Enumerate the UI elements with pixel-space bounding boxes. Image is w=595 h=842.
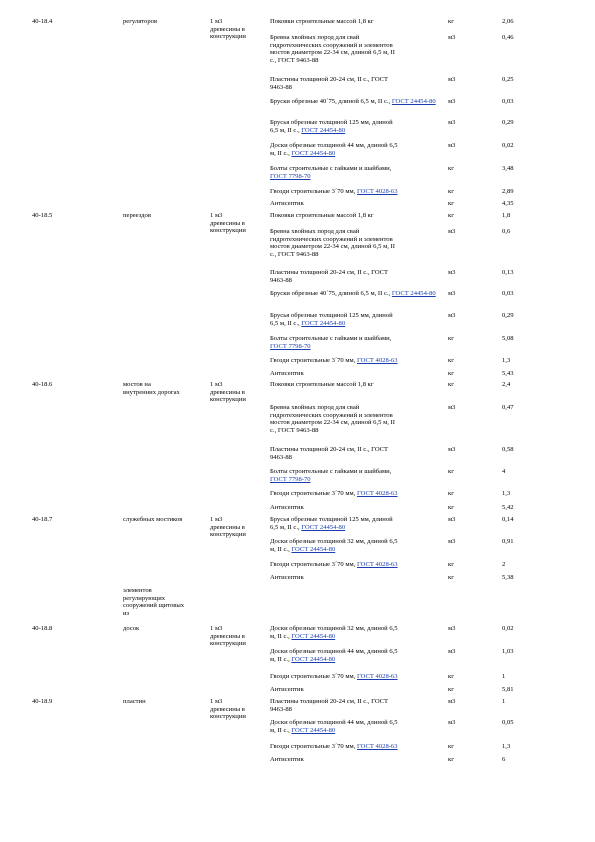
resource-quantity: 0,14 xyxy=(502,516,514,523)
resource-description xyxy=(270,119,448,134)
gost-link[interactable]: ГОСТ 24454-80 xyxy=(301,319,346,327)
resource-unit: кг xyxy=(448,468,454,475)
resource-unit: кг xyxy=(448,381,454,388)
resource-unit: кг xyxy=(448,200,454,207)
gost-link[interactable]: ГОСТ 7798-70 xyxy=(270,475,311,483)
resource-description xyxy=(270,165,448,180)
resource-description xyxy=(270,290,448,298)
gost-link[interactable]: ГОСТ 4028-63 xyxy=(356,561,398,568)
norm-code: 40-18.4 xyxy=(32,18,53,25)
resource-quantity: 4 xyxy=(502,468,506,475)
resource-quantity: 0,6 xyxy=(502,228,511,235)
resource-unit: м3 xyxy=(448,269,456,276)
resource-text: Бревна хвойных пород для свай гидротехнических сооружений и элементов мостов диаметром 22-34 см, длиной 6,5 м, II с., ГОСТ 9463-88 xyxy=(270,34,395,65)
norm-code: 40-18.9 xyxy=(32,698,53,705)
resource-unit: м3 xyxy=(448,98,456,105)
resource-description xyxy=(270,538,448,553)
work-name: переездов xyxy=(123,212,151,219)
resource-text: Болты строительные с гайками и шайбами, xyxy=(270,468,392,475)
resource-description xyxy=(270,468,448,483)
resource-unit: кг xyxy=(448,370,454,377)
resource-quantity: 1,8 xyxy=(502,212,511,219)
resource-description xyxy=(270,357,448,365)
resource-unit: м3 xyxy=(448,290,456,297)
resource-unit: кг xyxy=(448,561,454,568)
resource-text: Бревна хвойных пород для свай гидротехнических сооружений и элементов мостов диаметром 22-34 см, длиной 6,5 м, II с., ГОСТ 9463-88 xyxy=(270,228,395,259)
resource-quantity: 5,43 xyxy=(502,370,514,377)
work-name: элементов регулирующих сооружений щитовых из xyxy=(123,587,185,618)
resource-unit: м3 xyxy=(448,34,456,41)
resource-unit: кг xyxy=(448,335,454,342)
gost-link[interactable]: ГОСТ 4028-63 xyxy=(356,357,398,364)
norm-code: 40-18.8 xyxy=(32,625,53,632)
resource-text: Пластины толщиной 20-24 см, II с., ГОСТ 9463-88 xyxy=(270,76,389,91)
resource-unit: м3 xyxy=(448,446,456,453)
resource-description xyxy=(270,648,448,663)
work-name: мостов на внутренних дорогах xyxy=(123,381,180,396)
gost-link[interactable]: ГОСТ 4028-63 xyxy=(356,743,398,750)
resource-text: Гвозди строительные 3´70 мм, xyxy=(270,743,356,750)
resource-description xyxy=(270,516,448,531)
resource-unit: м3 xyxy=(448,119,456,126)
resource-description xyxy=(270,18,448,26)
resource-quantity: 1 xyxy=(502,698,506,705)
resource-quantity: 0,91 xyxy=(502,538,514,545)
resource-text: Антисептик xyxy=(270,504,304,511)
resource-text: Антисептик xyxy=(270,686,304,693)
resource-description xyxy=(270,335,448,350)
resource-text: Брусья обрезные толщиной 125 мм, длиной 6,5 м, II с., xyxy=(270,312,393,327)
resource-description xyxy=(270,370,448,378)
resource-text: Доски обрезные толщиной 44 мм, длиной 6,5 м, II с., xyxy=(270,142,398,157)
measure-unit: 1 м3 древесины в конструкции xyxy=(210,381,246,404)
resource-description xyxy=(270,381,448,389)
gost-link[interactable]: ГОСТ 4028-63 xyxy=(356,673,398,680)
resource-quantity: 1,3 xyxy=(502,743,511,750)
work-name: пластин xyxy=(123,698,146,705)
resource-quantity: 3,48 xyxy=(502,165,514,172)
resource-description xyxy=(270,228,448,259)
resource-text: Пластины толщиной 20-24 см, II с., ГОСТ 9463-88 xyxy=(270,269,389,284)
resource-unit: м3 xyxy=(448,228,456,235)
resource-unit: кг xyxy=(448,686,454,693)
resource-text: Гвозди строительные 3´70 мм, xyxy=(270,357,356,364)
resource-unit: м3 xyxy=(448,312,456,319)
resource-quantity: 5,08 xyxy=(502,335,514,342)
resource-quantity: 2,89 xyxy=(502,188,514,195)
resource-description xyxy=(270,34,448,65)
resource-description xyxy=(270,743,448,751)
norm-code: 40-18.6 xyxy=(32,381,53,388)
resource-text: Брусья обрезные толщиной 125 мм, длиной 6,5 м, II с., xyxy=(270,516,393,531)
resource-unit: кг xyxy=(448,212,454,219)
measure-unit: 1 м3 древесины в конструкции xyxy=(210,212,246,235)
resource-text: Поковки строительные массой 1,8 кг xyxy=(270,18,374,25)
resource-description xyxy=(270,312,448,327)
resource-description xyxy=(270,212,448,220)
gost-link[interactable]: ГОСТ 24454-80 xyxy=(291,545,336,553)
gost-link[interactable]: ГОСТ 24454-80 xyxy=(291,726,336,734)
resource-quantity: 0,05 xyxy=(502,719,514,726)
resource-quantity: 1,3 xyxy=(502,357,511,364)
resource-unit: м3 xyxy=(448,625,456,632)
resource-quantity: 0,03 xyxy=(502,98,514,105)
resource-description xyxy=(270,625,448,640)
resource-text: Болты строительные с гайками и шайбами, xyxy=(270,335,392,342)
resource-unit: м3 xyxy=(448,142,456,149)
resource-description xyxy=(270,404,448,435)
resource-quantity: 5,81 xyxy=(502,686,514,693)
resource-description xyxy=(270,504,448,512)
resource-quantity: 1 xyxy=(502,673,506,680)
gost-link[interactable]: ГОСТ 24454-80 xyxy=(301,126,346,134)
resource-text: Гвозди строительные 3´70 мм, xyxy=(270,673,356,680)
work-name: досок xyxy=(123,625,140,632)
resource-unit: кг xyxy=(448,673,454,680)
resource-text: Бруски обрезные 40´75, длиной 6,5 м, II с., xyxy=(270,290,391,297)
measure-unit: 1 м3 древесины в конструкции xyxy=(210,625,246,648)
resource-text: Доски обрезные толщиной 32 мм, длиной 6,5 м, II с., xyxy=(270,625,398,640)
resource-description xyxy=(270,76,448,91)
resource-description xyxy=(270,686,448,694)
norm-code: 40-18.7 xyxy=(32,516,53,523)
gost-link[interactable]: ГОСТ 24454-80 xyxy=(291,149,336,157)
resource-description xyxy=(270,142,448,157)
resource-description xyxy=(270,719,448,734)
gost-link[interactable]: ГОСТ 4028-63 xyxy=(356,188,398,195)
gost-link[interactable]: ГОСТ 24454-80 xyxy=(291,655,336,663)
resource-quantity: 4,35 xyxy=(502,200,514,207)
resource-quantity: 0,03 xyxy=(502,290,514,297)
resource-description xyxy=(270,673,448,681)
resource-description xyxy=(270,756,448,764)
resource-text: Антисептик xyxy=(270,574,304,581)
resource-unit: м3 xyxy=(448,404,456,411)
resource-text: Гвозди строительные 3´70 мм, xyxy=(270,188,356,195)
resource-quantity: 5,38 xyxy=(502,574,514,581)
resource-quantity: 0,02 xyxy=(502,625,514,632)
resource-quantity: 1,03 xyxy=(502,648,514,655)
gost-link[interactable]: ГОСТ 7798-70 xyxy=(270,342,311,350)
norm-code: 40-18.5 xyxy=(32,212,53,219)
resource-quantity: 0,29 xyxy=(502,312,514,319)
resource-text: Доски обрезные толщиной 32 мм, длиной 6,5 м, II с., xyxy=(270,538,398,553)
resource-quantity: 1,3 xyxy=(502,490,511,497)
resource-text: Гвозди строительные 3´70 мм, xyxy=(270,561,356,568)
measure-unit: 1 м3 древесины в конструкции xyxy=(210,18,246,41)
resource-text: Антисептик xyxy=(270,200,304,207)
resource-unit: кг xyxy=(448,756,454,763)
resource-unit: м3 xyxy=(448,648,456,655)
gost-link[interactable]: ГОСТ 24454-80 xyxy=(301,523,346,531)
resource-quantity: 5,42 xyxy=(502,504,514,511)
resource-unit: м3 xyxy=(448,538,456,545)
resource-description xyxy=(270,446,448,461)
measure-unit: 1 м3 древесины в конструкции xyxy=(210,698,246,721)
resource-text: Поковки строительные массой 1,8 кг xyxy=(270,212,374,219)
resource-text: Антисептик xyxy=(270,756,304,763)
resource-unit: м3 xyxy=(448,76,456,83)
work-name: служебных мостиков xyxy=(123,516,183,523)
resource-unit: кг xyxy=(448,490,454,497)
resource-quantity: 0,25 xyxy=(502,76,514,83)
resource-text: Бруски обрезные 40´75, длиной 6,5 м, II с., xyxy=(270,98,391,105)
resource-text: Поковки строительные массой 1,8 кг xyxy=(270,381,374,388)
resource-text: Брусья обрезные толщиной 125 мм, длиной 6,5 м, II с., xyxy=(270,119,393,134)
resource-description xyxy=(270,698,448,713)
resource-text: Пластины толщиной 20-24 см, II с., ГОСТ 9463-88 xyxy=(270,698,389,713)
resource-description xyxy=(270,574,448,582)
resource-unit: кг xyxy=(448,574,454,581)
resource-quantity: 0,29 xyxy=(502,119,514,126)
resource-text: Бревна хвойных пород для свай гидротехнических сооружений и элементов мостов диаметром 22-34 см, длиной 6,5 м, II с., ГОСТ 9463-88 xyxy=(270,404,395,435)
resource-text: Антисептик xyxy=(270,370,304,377)
resource-description xyxy=(270,269,448,284)
resource-quantity: 2,4 xyxy=(502,381,511,388)
resource-unit: кг xyxy=(448,743,454,750)
resource-description xyxy=(270,490,448,498)
gost-link[interactable]: ГОСТ 24454-80 xyxy=(291,632,336,640)
resource-unit: м3 xyxy=(448,516,456,523)
resource-text: Гвозди строительные 3´70 мм, xyxy=(270,490,356,497)
work-name: регуляторов xyxy=(123,18,158,25)
resource-unit: кг xyxy=(448,504,454,511)
gost-link[interactable]: ГОСТ 4028-63 xyxy=(356,490,398,497)
resource-quantity: 2,06 xyxy=(502,18,514,25)
resource-quantity: 0,58 xyxy=(502,446,514,453)
resource-unit: кг xyxy=(448,188,454,195)
resource-text: Доски обрезные толщиной 44 мм, длиной 6,5 м, II с., xyxy=(270,719,398,734)
resource-unit: кг xyxy=(448,357,454,364)
measure-unit: 1 м3 древесины в конструкции xyxy=(210,516,246,539)
resource-unit: кг xyxy=(448,165,454,172)
gost-link[interactable]: ГОСТ 7798-70 xyxy=(270,172,311,180)
resource-description xyxy=(270,561,448,569)
gost-link[interactable]: ГОСТ 24454-80 xyxy=(391,290,436,297)
resource-text: Пластины толщиной 20-24 см, II с., ГОСТ 9463-88 xyxy=(270,446,389,461)
resource-description xyxy=(270,200,448,208)
gost-link[interactable]: ГОСТ 24454-80 xyxy=(391,98,436,105)
resource-quantity: 0,02 xyxy=(502,142,514,149)
resource-quantity: 2 xyxy=(502,561,506,568)
resource-text: Болты строительные с гайками и шайбами, xyxy=(270,165,392,172)
resource-unit: м3 xyxy=(448,698,456,705)
resource-quantity: 0,47 xyxy=(502,404,514,411)
resource-quantity: 0,13 xyxy=(502,269,514,276)
resource-description xyxy=(270,98,448,106)
resource-unit: кг xyxy=(448,18,454,25)
resource-text: Доски обрезные толщиной 44 мм, длиной 6,5 м, II с., xyxy=(270,648,398,663)
resource-quantity: 6 xyxy=(502,756,506,763)
resource-description xyxy=(270,188,448,196)
resource-unit: м3 xyxy=(448,719,456,726)
resource-quantity: 0,46 xyxy=(502,34,514,41)
